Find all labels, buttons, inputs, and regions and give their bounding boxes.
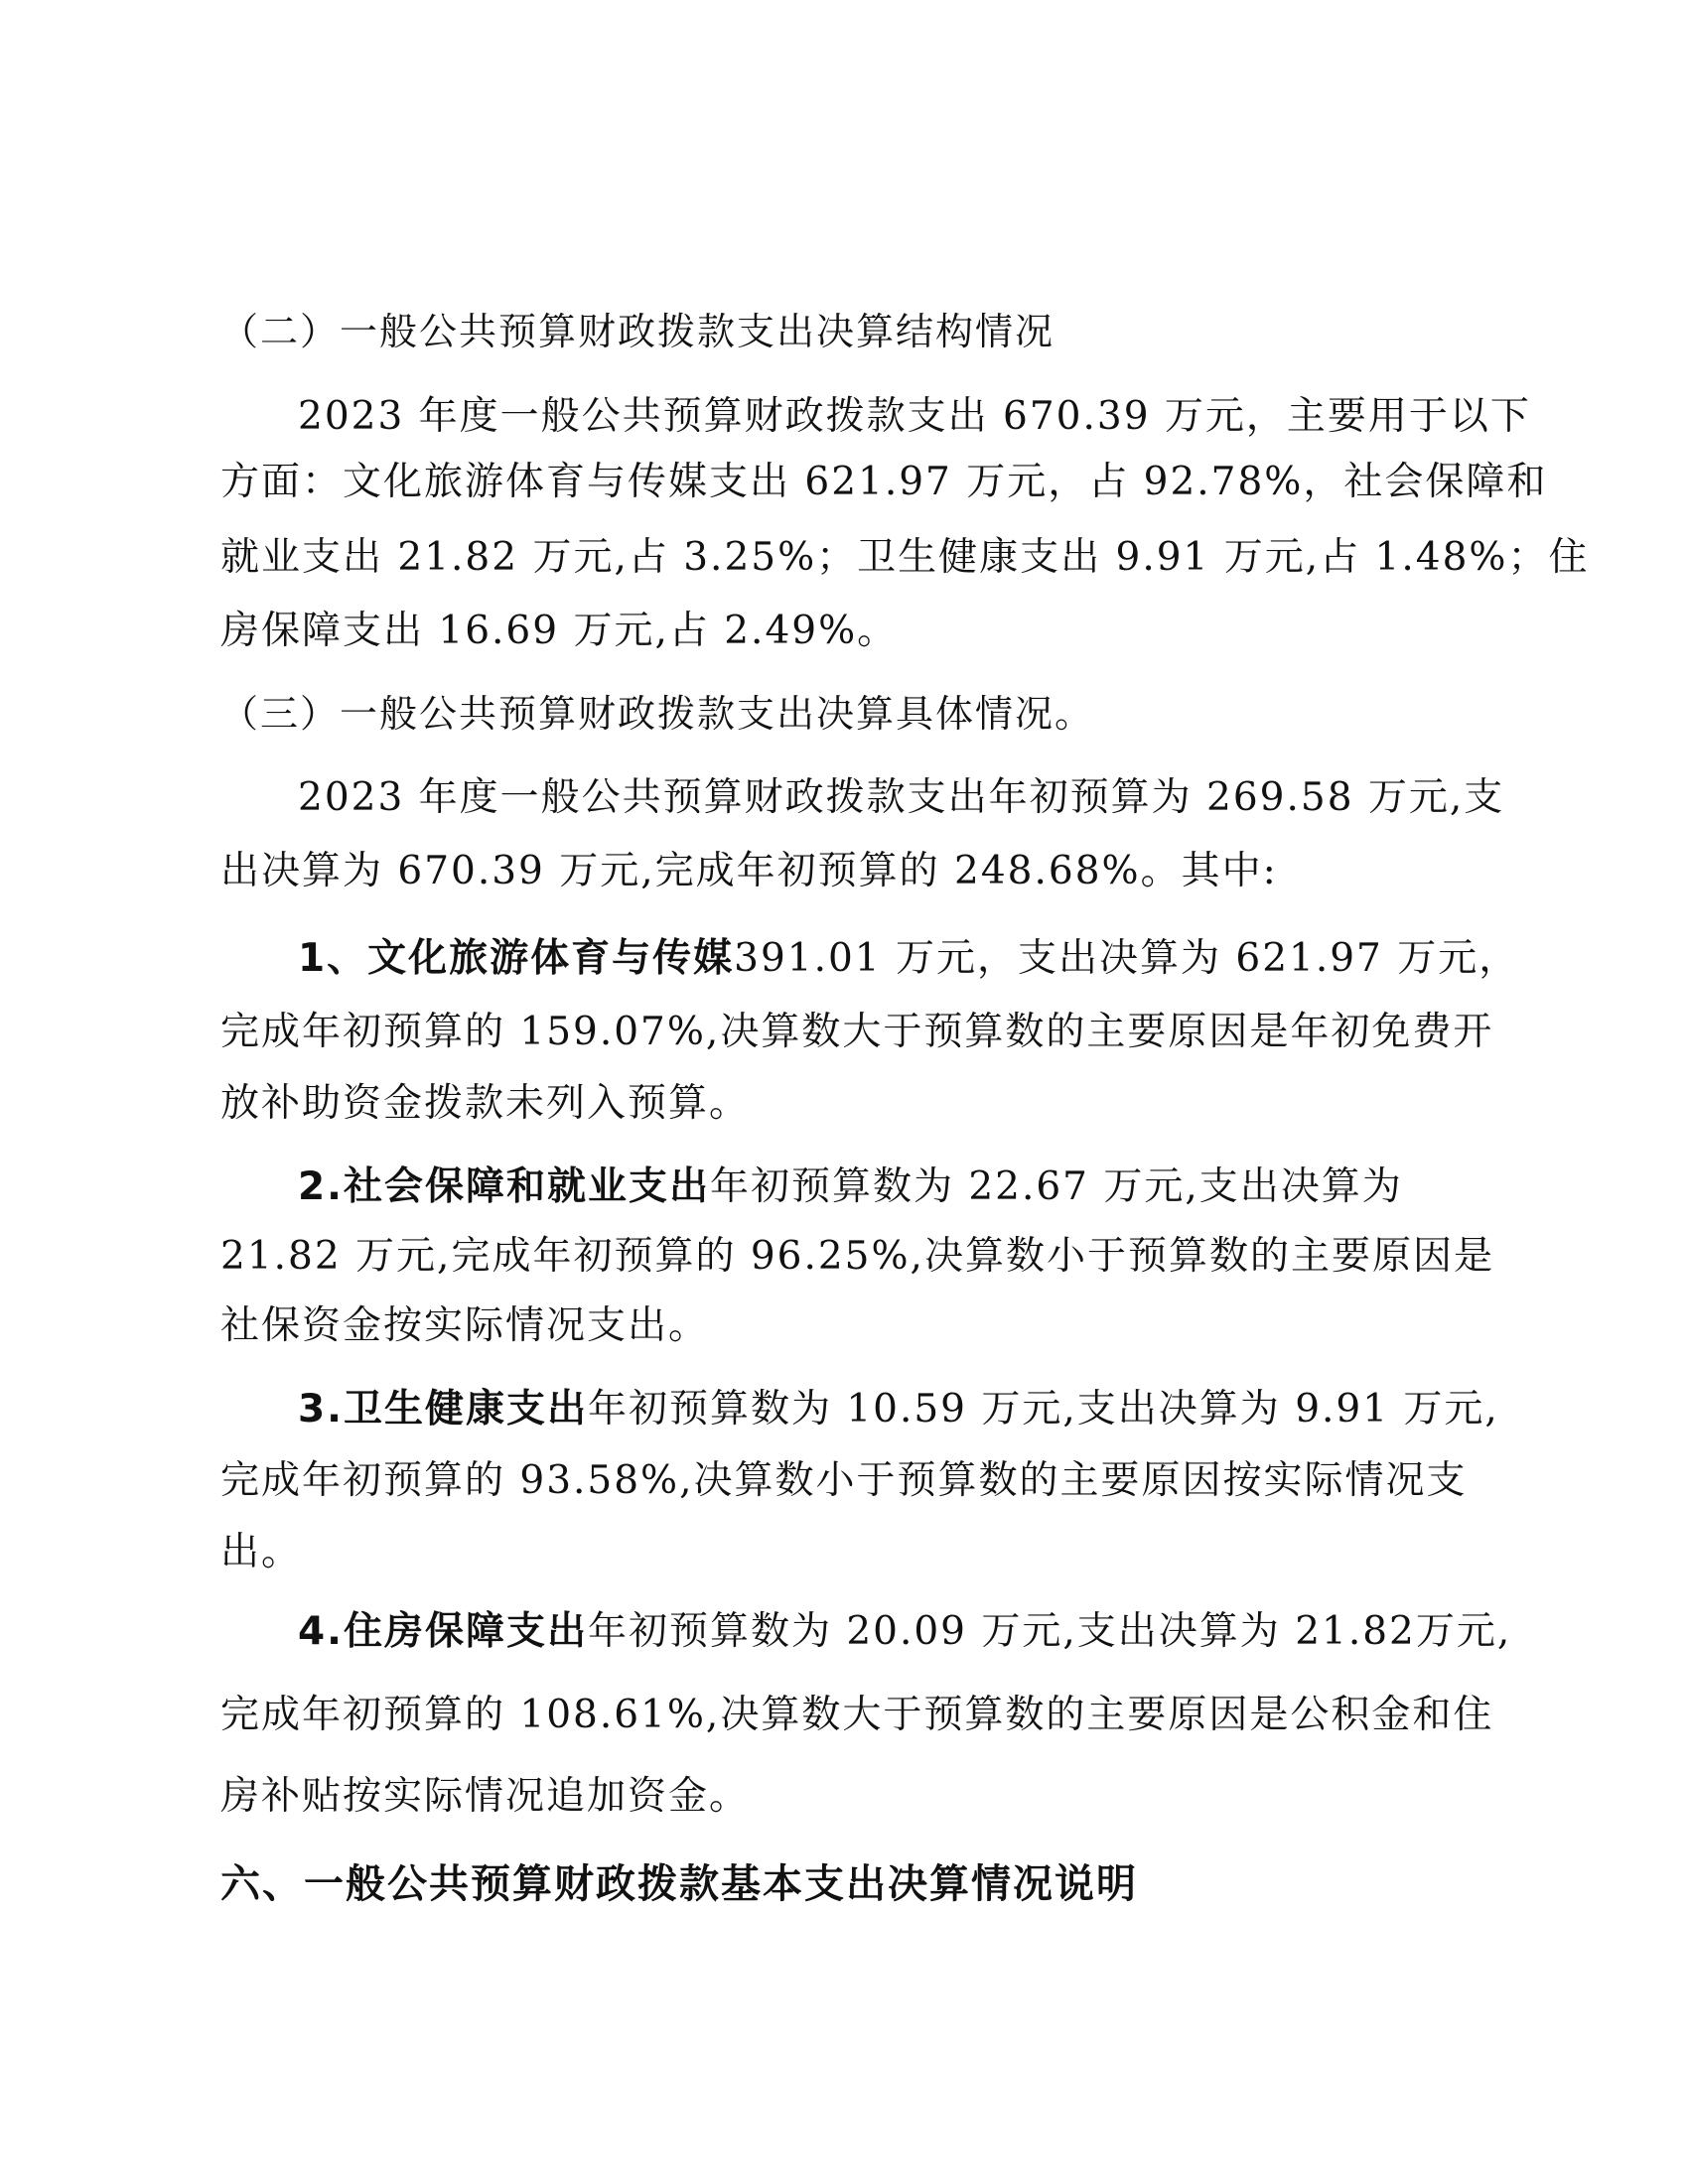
section-heading-6: 六、一般公共预算财政拨款基本支出决算情况说明 — [220, 1861, 1138, 1907]
item-1-line — [298, 933, 1519, 985]
item-1-text: 391.01 万元，支出决算为 621.97 万元， — [734, 936, 1520, 981]
item-2-title: 2.社会保障和就业支出 — [298, 1164, 710, 1209]
paragraph-line: 就业支出 21.82 万元,占 3.25%；卫生健康支出 9.91 万元,占 1.48%；住 — [220, 535, 1590, 580]
item-1-title: 1、文化旅游体育与传媒 — [298, 936, 735, 981]
item-3-title: 3.卫生健康支出 — [298, 1387, 588, 1432]
paragraph-line: 方面：文化旅游体育与传媒支出 621.97 万元，占 92.78%，社会保障和 — [220, 460, 1548, 504]
paragraph-line: 出决算为 670.39 万元,完成年初预算的 248.68%。其中: — [220, 849, 1278, 893]
paragraph-line: 完成年初预算的 93.58%,决算数小于预算数的主要原因按实际情况支 — [220, 1458, 1468, 1503]
item-2-text: 年初预算数为 22.67 万元,支出决算为 — [709, 1164, 1403, 1209]
item-4-text: 年初预算数为 20.09 万元,支出决算为 21.82万元, — [587, 1609, 1512, 1654]
paragraph-line: 出。 — [220, 1530, 303, 1574]
item-4-line — [298, 1606, 1511, 1658]
item-2-line — [298, 1161, 1403, 1213]
paragraph-line: 完成年初预算的 108.61%,决算数大于预算数的主要原因是公积金和住 — [220, 1693, 1494, 1737]
paragraph-line: 21.82 万元,完成年初预算的 96.25%,决算数小于预算数的主要原因是 — [220, 1234, 1494, 1279]
paragraph-line: 社保资金按实际情况支出。 — [220, 1303, 710, 1348]
paragraph-line: 2023 年度一般公共预算财政拨款支出 670.39 万元，主要用于以下 — [298, 394, 1531, 439]
section-heading-3: （三）一般公共预算财政拨款支出决算具体情况。 — [220, 692, 1095, 736]
paragraph-line: 完成年初预算的 159.07%,决算数大于预算数的主要原因是年初免费开 — [220, 1010, 1494, 1054]
paragraph-line: 房补贴按实际情况追加资金。 — [220, 1774, 751, 1819]
paragraph-line: 2023 年度一般公共预算财政拨款支出年初预算为 269.58 万元,支 — [298, 775, 1505, 820]
item-4-title: 4.住房保障支出 — [298, 1609, 588, 1654]
item-3-text: 年初预算数为 10.59 万元,支出决算为 9.91 万元, — [587, 1387, 1499, 1432]
paragraph-line: 房保障支出 16.69 万元,占 2.49%。 — [220, 609, 899, 653]
section-heading-2: （二）一般公共预算财政拨款支出决算结构情况 — [220, 310, 1055, 353]
paragraph-line: 放补助资金拨款未列入预算。 — [220, 1081, 751, 1126]
item-3-line — [298, 1384, 1499, 1435]
